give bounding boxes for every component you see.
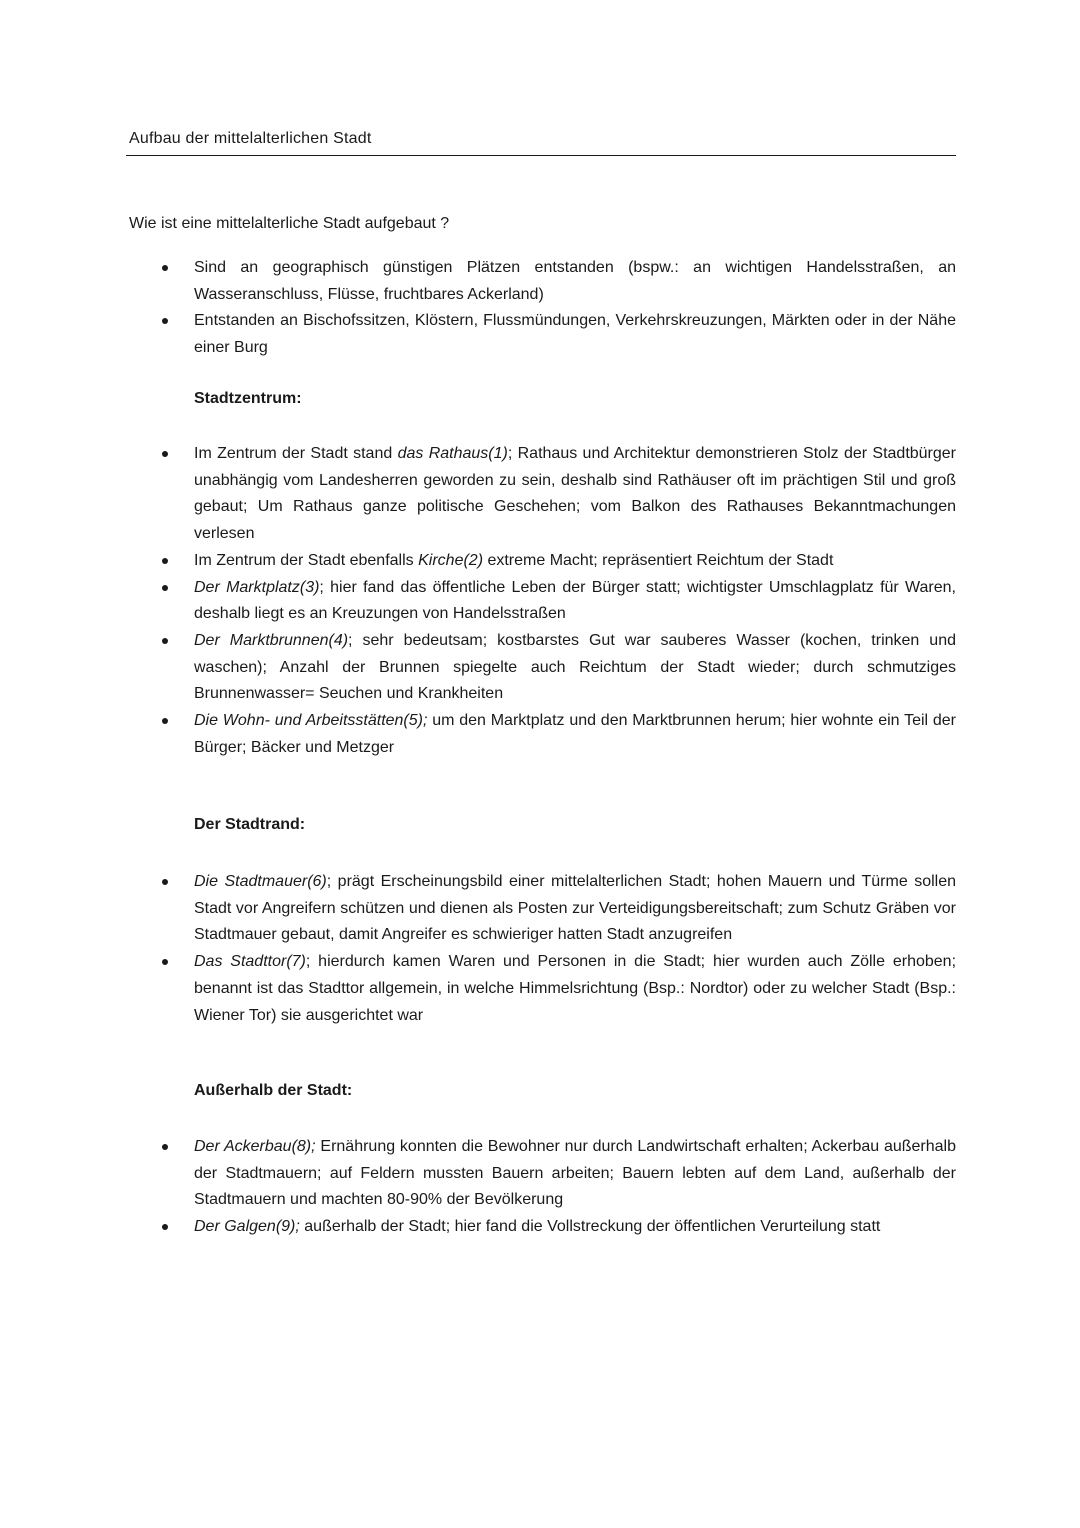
- header-title: Aufbau der mittelalterlichen Stadt: [129, 130, 372, 147]
- bullet-icon: [162, 265, 168, 271]
- item-text: ; prägt Erscheinungsbild einer mittelalterlichen Stadt; hohen Mauern und Türme sollen Stadt vor Angreifern schützen und dienen als Posten zur Verteidigungsbereitschaft; zum Schutz Gräben vor Stadtmauer gebaut, damit Angreifer es schwieriger hatten Stadt anzugreifen: [194, 873, 956, 944]
- intro-list-block: [0, 255, 1080, 362]
- item-term: Kirche(2): [418, 551, 484, 569]
- list-item: [0, 1134, 1080, 1214]
- list-item: [0, 441, 1080, 548]
- list-item: [0, 1214, 1080, 1241]
- bullet-icon: [162, 959, 168, 965]
- stadtrand-list-block: [0, 869, 1080, 1029]
- item-term: Der Galgen(9);: [194, 1218, 300, 1236]
- item-lead: Im Zentrum der Stadt stand: [194, 445, 398, 462]
- item-text: Sind an geographisch günstigen Plätzen entstanden (bspw.: an wichtigen Handelsstraßen, an Wasseranschluss, Flüsse, fruchtbares Ackerland): [194, 259, 956, 303]
- bullet-icon: [162, 1144, 168, 1150]
- question-text: Wie ist eine mittelalterliche Stadt aufgebaut ?: [129, 215, 450, 232]
- bullet-icon: [162, 879, 168, 885]
- item-text: ; hier fand das öffentliche Leben der Bürger statt; wichtigster Umschlagplatz für Waren, deshalb liegt es an Kreuzungen von Handelsstraßen: [194, 578, 957, 623]
- item-lead: Im Zentrum der Stadt ebenfalls: [194, 551, 419, 569]
- bullet-icon: [162, 558, 168, 564]
- intro-list: [0, 255, 1080, 362]
- list-item: [0, 255, 1080, 308]
- bullet-icon: [162, 1224, 168, 1230]
- list-item: [0, 575, 1080, 628]
- item-term: Der Marktbrunnen(4): [194, 631, 349, 649]
- list-item: [0, 708, 1080, 761]
- ausserhalb-list-block: [0, 1134, 1080, 1241]
- item-term: das Rathaus(1): [397, 445, 508, 462]
- item-term: Die Wohn- und Arbeitsstätten(5);: [194, 712, 428, 730]
- item-text: ; sehr bedeutsam; kostbarstes Gut war sauberes Wasser (kochen, trinken und waschen); Anzahl der Brunnen spiegelte auch Reichtum der Stadt wieder; durch schmutziges Brunnenwasser= Seuchen und Krankheiten: [194, 631, 956, 703]
- bullet-icon: [162, 718, 168, 724]
- list-item: [0, 628, 1080, 708]
- list-item: [0, 308, 1080, 361]
- stadtzentrum-list-block: [0, 441, 1080, 761]
- bullet-icon: [162, 318, 168, 324]
- list-item: [0, 869, 1080, 949]
- item-text: Ernährung konnten die Bewohner nur durch Landwirtschaft erhalten; Ackerbau außerhalb der Stadtmauern; auf Feldern mussten Bauern arbeiten; Bauern lebten auf dem Land, außerhalb der Stadtmauern und machten 80-90% der Bevölkerung: [194, 1138, 957, 1209]
- section-heading-stadtrand: Der Stadtrand:: [194, 816, 306, 833]
- header-rule: [126, 155, 956, 156]
- list-item: [0, 949, 1080, 1029]
- item-text: ; Rathaus und Architektur demonstrieren Stolz der Stadtbürger unabhängig vom Landesherren geworden zu sein, deshalb sind Rathäuser oft im prächtigen Stil und groß gebaut; Um Rathaus ganze politische Geschehen; vom Balkon des Rathauses Bekanntmachungen verlesen: [194, 445, 957, 543]
- list-item: [0, 548, 1080, 575]
- item-text: extreme Macht; repräsentiert Reichtum der Stadt: [483, 551, 834, 569]
- item-text: um den Marktplatz und den Marktbrunnen herum; hier wohnte ein Teil der Bürger; Bäcker und Metzger: [194, 712, 956, 756]
- item-text: außerhalb der Stadt; hier fand die Vollstreckung der öffentlichen Verurteilung statt: [299, 1218, 881, 1236]
- bullet-icon: [162, 451, 168, 457]
- item-term: Die Stadtmauer(6): [194, 873, 327, 890]
- ausserhalb-list: [0, 1134, 1080, 1241]
- section-heading-ausserhalb: Außerhalb der Stadt:: [194, 1082, 353, 1099]
- section-heading-stadtzentrum: Stadtzentrum:: [194, 390, 302, 407]
- bullet-icon: [162, 585, 168, 591]
- item-term: Der Marktplatz(3): [194, 578, 320, 596]
- bullet-icon: [162, 638, 168, 644]
- item-text: ; hierdurch kamen Waren und Personen in die Stadt; hier wurden auch Zölle erhoben; benannt ist das Stadttor allgemein, in welche Himmelsrichtung (Bsp.: Nordtor) oder zu welcher Stadt (Bsp.: Wiener Tor) sie ausgerichtet war: [194, 953, 957, 1024]
- stadtzentrum-list: [0, 441, 1080, 761]
- item-term: Das Stadttor(7): [194, 953, 306, 971]
- item-term: Der Ackerbau(8);: [194, 1138, 316, 1155]
- stadtrand-list: [0, 869, 1080, 1029]
- item-text: Entstanden an Bischofssitzen, Klöstern, Flussmündungen, Verkehrskreuzungen, Märkten oder in der Nähe einer Burg: [194, 312, 956, 357]
